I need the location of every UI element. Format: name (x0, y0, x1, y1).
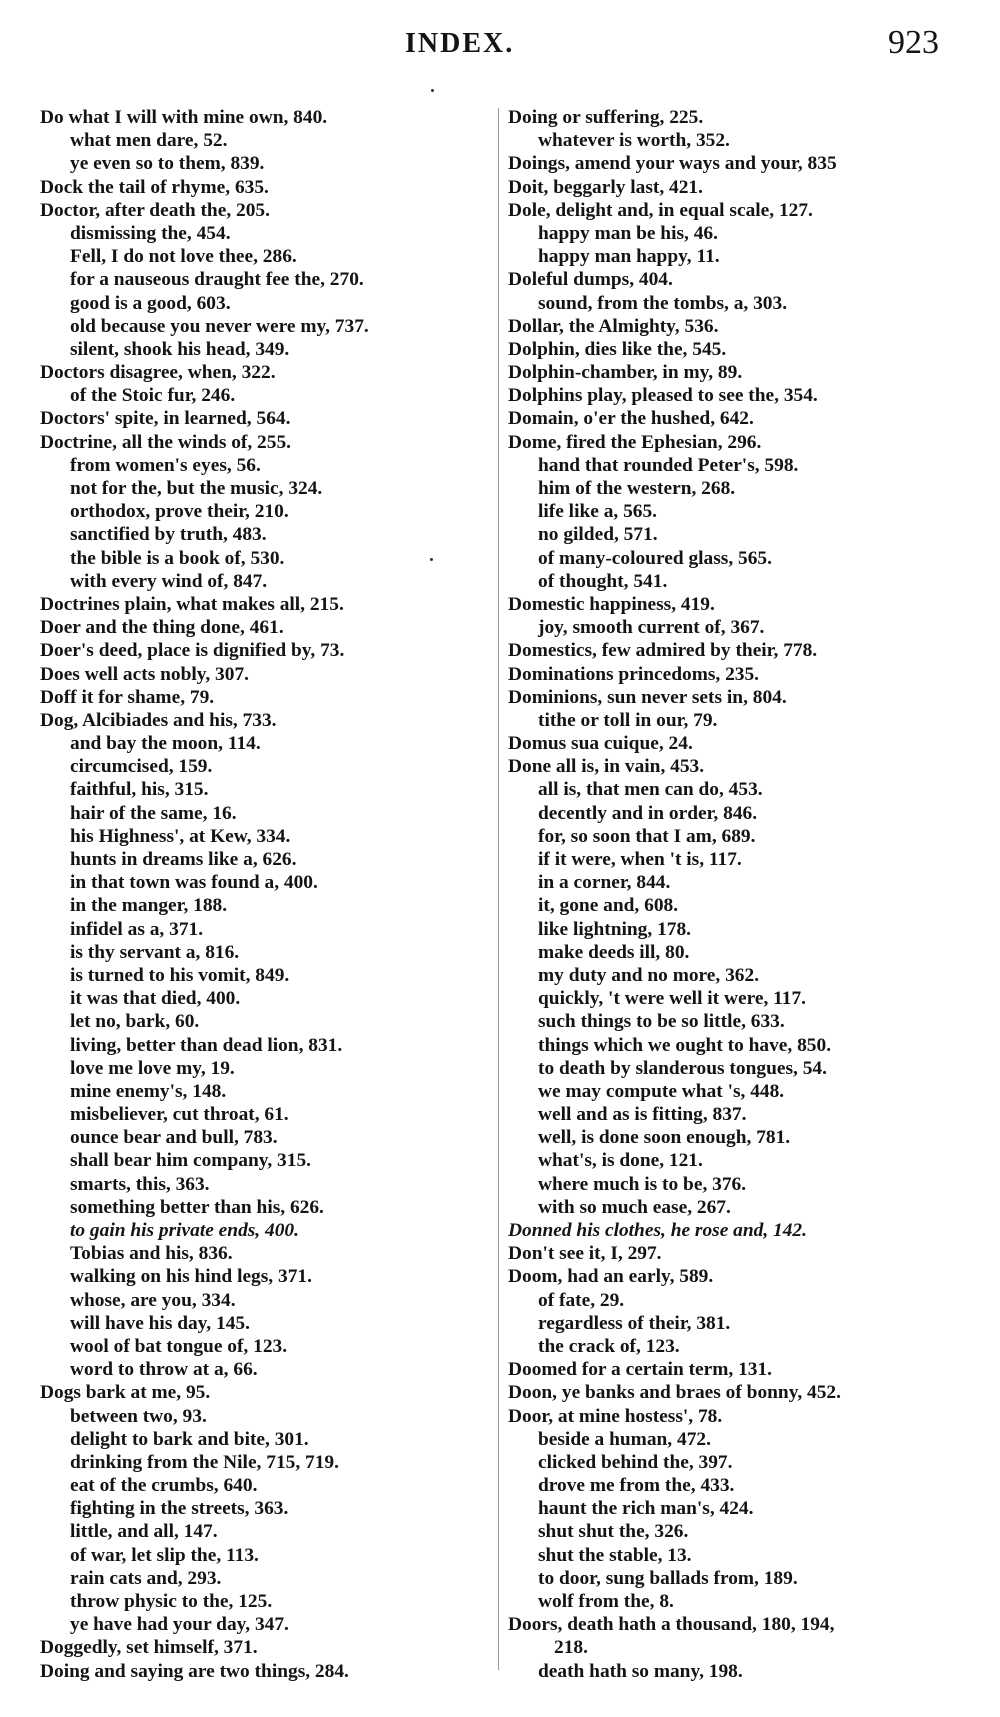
index-entry: Doom, had an early, 589. (508, 1266, 714, 1288)
index-entry: Doing or suffering, 225. (508, 107, 704, 128)
index-subentry: death hath so many, 198. (538, 1660, 743, 1682)
index-subentry: the bible is a book of, 530. (70, 547, 285, 569)
index-subentry: is thy servant a, 816. (70, 941, 240, 963)
index-subentry: where much is to be, 376. (538, 1173, 747, 1195)
index-subentry: from women's eyes, 56. (70, 454, 261, 476)
index-subentry: his Highness', at Kew, 334. (70, 825, 291, 847)
index-entry: Dominations princedoms, 235. (508, 663, 760, 685)
index-subentry: of fate, 29. (538, 1289, 625, 1311)
index-subentry: 218. (554, 1637, 588, 1659)
index-entry: Dome, fired the Ephesian, 296. (508, 431, 762, 453)
index-subentry: Tobias and his, 836. (70, 1243, 233, 1265)
index-subentry: mine enemy's, 148. (70, 1080, 227, 1102)
index-subentry: well and as is fitting, 837. (538, 1104, 747, 1126)
index-subentry: if it were, when 't is, 117. (538, 849, 742, 870)
index-entry: Does well acts nobly, 307. (40, 663, 249, 685)
index-entry: Doomed for a certain term, 131. (508, 1359, 773, 1381)
index-entry: Doer and the thing done, 461. (40, 617, 284, 639)
index-subentry: rain cats and, 293. (70, 1567, 222, 1589)
index-subentry: of the Stoic fur, 246. (70, 385, 236, 407)
index-entry: Donned his clothes, he rose and, 142. (508, 1220, 807, 1241)
index-entry: Doleful dumps, 404. (508, 269, 673, 291)
index-entry: Door, at mine hostess', 78. (508, 1405, 723, 1427)
index-subentry: what men dare, 52. (70, 130, 228, 152)
index-subentry: what's, is done, 121. (538, 1150, 703, 1172)
index-subentry: sanctified by truth, 483. (70, 524, 267, 546)
column-divider (498, 108, 499, 1670)
index-subentry: love me love my, 19. (70, 1057, 235, 1079)
index-subentry: eat of the crumbs, 640. (70, 1475, 258, 1497)
index-subentry: let no, bark, 60. (70, 1011, 200, 1033)
index-subentry: beside a human, 472. (538, 1428, 711, 1450)
index-subentry: decently and in order, 846. (538, 802, 758, 824)
index-subentry: between two, 93. (70, 1405, 207, 1427)
index-subentry: life like a, 565. (538, 501, 658, 523)
index-subentry: faithful, his, 315. (70, 779, 209, 801)
index-subentry: shut shut the, 326. (538, 1521, 689, 1543)
index-subentry: is turned to his vomit, 849. (70, 964, 290, 986)
index-subentry: well, is done soon enough, 781. (538, 1127, 791, 1149)
index-subentry: haunt the rich man's, 424. (538, 1498, 754, 1520)
index-subentry: to door, sung ballads from, 189. (538, 1567, 798, 1589)
index-subentry: to gain his private ends, 400. (70, 1220, 299, 1241)
index-entry: Doon, ye banks and braes of bonny, 452. (508, 1382, 841, 1404)
index-subentry: in that town was found a, 400. (70, 872, 318, 894)
index-entry: Dominions, sun never sets in, 804. (508, 686, 787, 708)
index-entry: Do what I will with mine own, 840. (40, 107, 328, 128)
index-subentry: Fell, I do not love thee, 286. (70, 246, 297, 268)
index-subentry: orthodox, prove their, 210. (70, 501, 289, 523)
index-subentry: hunts in dreams like a, 626. (70, 849, 297, 870)
index-entry: Doing and saying are two things, 284. (40, 1660, 349, 1682)
index-subentry: the crack of, 123. (538, 1335, 680, 1357)
index-entry: Doer's deed, place is dignified by, 73. (40, 640, 345, 662)
index-subentry: with every wind of, 847. (70, 570, 268, 592)
index-subentry: quickly, 't were well it were, 117. (538, 988, 807, 1010)
index-subentry: shut the stable, 13. (538, 1544, 692, 1566)
index-entry: Doctrine, all the winds of, 255. (40, 431, 291, 453)
index-subentry: with so much ease, 267. (538, 1196, 731, 1218)
index-subentry: ye even so to them, 839. (70, 153, 265, 175)
index-subentry: drove me from the, 433. (538, 1475, 735, 1497)
index-entry: Doctrines plain, what makes all, 215. (40, 593, 344, 615)
index-subentry: whatever is worth, 352. (538, 130, 730, 152)
index-entry: Dolphins play, pleased to see the, 354. (508, 385, 818, 407)
index-subentry: misbeliever, cut throat, 61. (70, 1104, 289, 1126)
index-subentry: of thought, 541. (538, 570, 668, 592)
index-subentry: hair of the same, 16. (70, 802, 237, 824)
index-subentry: fighting in the streets, 363. (70, 1498, 289, 1520)
page-title: INDEX. (405, 28, 515, 59)
index-subentry: joy, smooth current of, 367. (538, 617, 765, 639)
index-subentry: dismissing the, 454. (70, 222, 231, 244)
index-column-right (508, 106, 978, 1683)
index-subentry: regardless of their, 381. (538, 1312, 731, 1334)
index-subentry: my duty and no more, 362. (538, 964, 760, 986)
index-entry: Domus sua cuique, 24. (508, 733, 693, 755)
index-subentry: clicked behind the, 397. (538, 1451, 733, 1473)
index-subentry: in the manger, 188. (70, 895, 228, 917)
index-subentry: of many-coloured glass, 565. (538, 547, 772, 569)
index-subentry: happy man be his, 46. (538, 222, 718, 244)
index-entry: Dock the tail of rhyme, 635. (40, 176, 269, 198)
index-subentry: delight to bark and bite, 301. (70, 1428, 309, 1450)
index-subentry: drinking from the Nile, 715, 719. (70, 1451, 339, 1473)
index-subentry: things which we ought to have, 850. (538, 1034, 832, 1056)
index-subentry: hand that rounded Peter's, 598. (538, 454, 799, 476)
index-subentry: him of the western, 268. (538, 478, 736, 499)
index-subentry: wolf from the, 8. (538, 1591, 674, 1612)
index-subentry: to death by slanderous tongues, 54. (538, 1057, 827, 1079)
index-entry: Domestics, few admired by their, 778. (508, 640, 818, 662)
index-entry: Doff it for shame, 79. (40, 686, 215, 708)
index-subentry: tithe or toll in our, 79. (538, 709, 718, 731)
index-subentry: ye have had your day, 347. (70, 1614, 289, 1636)
index-entry: Doctors' spite, in learned, 564. (40, 408, 291, 430)
index-entry: Dolphin-chamber, in my, 89. (508, 362, 743, 384)
index-entry: Don't see it, I, 297. (508, 1243, 662, 1265)
index-subentry: walking on his hind legs, 371. (70, 1266, 312, 1288)
index-subentry: for a nauseous draught fee the, 270. (70, 269, 364, 291)
index-subentry: it was that died, 400. (70, 988, 241, 1010)
page-header (0, 22, 1000, 72)
index-entry: Doggedly, set himself, 371. (40, 1637, 258, 1659)
index-subentry: such things to be so little, 633. (538, 1011, 785, 1033)
index-subentry: sound, from the tombs, a, 303. (538, 292, 788, 314)
index-subentry: and bay the moon, 114. (70, 733, 261, 755)
index-subentry: no gilded, 571. (538, 524, 658, 546)
index-subentry: all is, that men can do, 453. (538, 779, 763, 801)
index-subentry: something better than his, 626. (70, 1196, 324, 1218)
index-subentry: it, gone and, 608. (538, 895, 679, 917)
index-subentry: living, better than dead lion, 831. (70, 1034, 343, 1056)
index-entry: Dollar, the Almighty, 536. (508, 315, 719, 337)
index-subentry: throw physic to the, 125. (70, 1591, 273, 1612)
page-number: 923 (888, 24, 939, 61)
index-subentry: happy man happy, 11. (538, 246, 720, 268)
index-subentry: shall bear him company, 315. (70, 1150, 311, 1172)
index-subentry: of war, let slip the, 113. (70, 1544, 259, 1566)
index-subentry: smarts, this, 363. (70, 1173, 210, 1195)
index-subentry: infidel as a, 371. (70, 918, 204, 940)
index-subentry: ounce bear and bull, 783. (70, 1127, 278, 1149)
index-entry: Dogs bark at me, 95. (40, 1382, 211, 1404)
index-subentry: in a corner, 844. (538, 872, 671, 894)
index-entry: Doors, death hath a thousand, 180, 194, (508, 1614, 835, 1636)
index-entry: Dole, delight and, in equal scale, 127. (508, 199, 813, 221)
index-subentry: make deeds ill, 80. (538, 941, 690, 963)
index-subentry: silent, shook his head, 349. (70, 338, 290, 360)
index-subentry: word to throw at a, 66. (70, 1359, 258, 1381)
index-subentry: circumcised, 159. (70, 756, 213, 778)
index-subentry: not for the, but the music, 324. (70, 478, 323, 499)
index-subentry: wool of bat tongue of, 123. (70, 1335, 288, 1357)
index-entry: Doctor, after death the, 205. (40, 199, 270, 221)
index-entry: Domain, o'er the hushed, 642. (508, 408, 754, 430)
index-entry: Doings, amend your ways and your, 835 (508, 153, 837, 175)
index-subentry: little, and all, 147. (70, 1521, 218, 1543)
index-entry: Done all is, in vain, 453. (508, 756, 705, 778)
index-entry: Dog, Alcibiades and his, 733. (40, 709, 277, 731)
index-subentry: will have his day, 145. (70, 1312, 250, 1334)
index-subentry: like lightning, 178. (538, 918, 692, 940)
index-subentry: old because you never were my, 737. (70, 315, 369, 337)
index-subentry: good is a good, 603. (70, 292, 231, 314)
index-entry: Doit, beggarly last, 421. (508, 176, 703, 198)
index-entry: Doctors disagree, when, 322. (40, 362, 276, 384)
index-subentry: we may compute what 's, 448. (538, 1080, 785, 1102)
index-column-left (40, 106, 490, 1683)
index-entry: Domestic happiness, 419. (508, 593, 715, 615)
index-subentry: whose, are you, 334. (70, 1289, 236, 1311)
index-entry: Dolphin, dies like the, 545. (508, 338, 727, 360)
index-subentry: for, so soon that I am, 689. (538, 825, 756, 847)
